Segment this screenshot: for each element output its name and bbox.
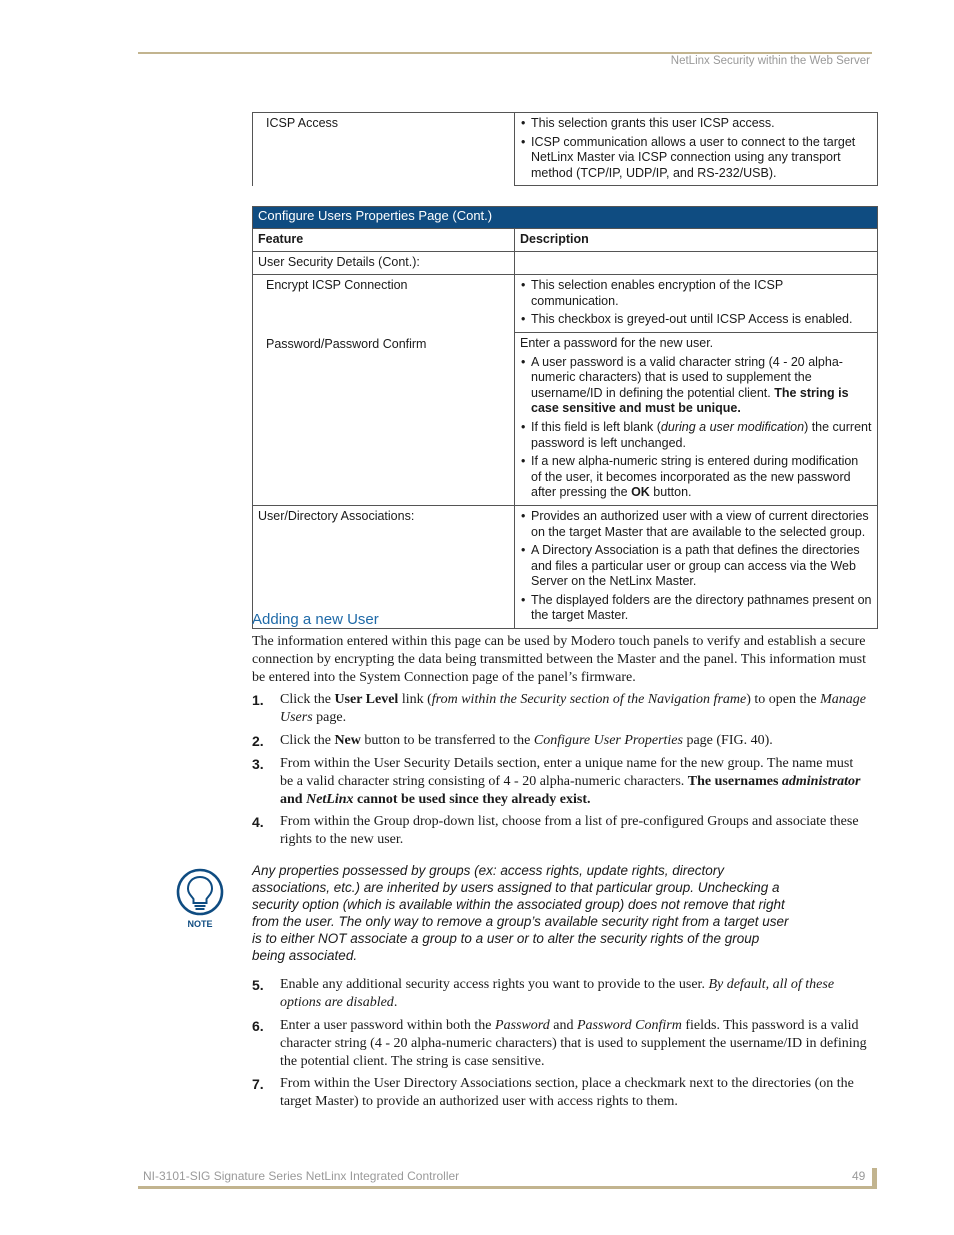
step-5: 5. Enable any additional security access rights you want to provide to the user. By default, all of these options are disabled.: [252, 977, 835, 1010]
icsp-access-table: [252, 112, 878, 186]
table-row: [253, 251, 878, 275]
note-icon-label: NOTE: [187, 919, 213, 929]
description-cell: [515, 113, 878, 186]
list-item: • The displayed folders are the directory pathnames present on the target Master.: [520, 593, 872, 624]
note-text: Any properties possessed by groups (ex: access rights, update rights, directory associations, etc.) are inherited by users assigned to that particular group. Unchecking a security option (which is available within the associated group) does not remove that right from the user. The only way to remove a group’s available security right from a target user is to either NOT associate a group to a user or to alter the security rights of the group being associated.: [252, 863, 789, 963]
step-3: 3. From within the User Security Details section, enter a unique name for the new group. The name must be a valid character string consisting of 4 - 20 alpha-numeric characters. The usernames administrator and NetLinx cannot be used since they already exist.: [252, 756, 861, 807]
footer-tab: [872, 1168, 877, 1189]
running-header-title: NetLinx Security within the Web Server: [670, 55, 870, 67]
list-item: • This selection enables encryption of the ICSP communication.: [520, 278, 872, 309]
description-cell: [515, 332, 878, 505]
footer-title: NI-3101-SIG Signature Series NetLinx Integrated Controller: [143, 1169, 460, 1183]
feature-cell: User/Directory Associations:: [253, 505, 515, 628]
list-item: • This checkbox is greyed-out until ICSP Access is enabled.: [520, 312, 872, 328]
list-item: • Provides an authorized user with a view of current directories on the target Master that are available to the selected group.: [520, 509, 872, 540]
cell-intro: Enter a password for the new user.: [520, 335, 714, 350]
table-row: [253, 113, 878, 186]
step-7: 7. From within the User Directory Associations section, place a checkmark next to the directories (on the target Master) to provide an authorized user with access rights to them.: [252, 1076, 854, 1109]
column-header-description: Description: [515, 229, 878, 252]
table-row: [253, 275, 878, 333]
table-title: Configure Users Properties Page (Cont.): [253, 207, 878, 229]
step-2: 2. Click the New button to be transferred to the Configure User Properties page (FIG. 40).: [252, 733, 773, 749]
section-label-cell: User Security Details (Cont.):: [253, 251, 515, 275]
list-item: • If this field is left blank (during a user modification) the current password is left unchanged.: [520, 420, 872, 451]
list-item: • This selection grants this user ICSP access.: [520, 116, 872, 132]
feature-cell: ICSP Access: [253, 113, 515, 186]
step-4: 4. From within the Group drop-down list, choose from a list of pre-configured Groups and associate these rights to the new user.: [252, 814, 859, 847]
footer-rule: [138, 1186, 872, 1189]
step-1: 1. Click the User Level link (from within the Security section of the Navigation frame) to open the Manage Users page.: [252, 692, 866, 725]
header-rule: [138, 52, 872, 54]
table-row: [253, 332, 878, 505]
list-item: • If a new alpha-numeric string is entered during modification of the user, it becomes incorporated as the new password after pressing the OK button.: [520, 454, 872, 501]
section-heading: Adding a new User: [252, 611, 379, 628]
configure-users-properties-table: [252, 206, 878, 629]
feature-cell: Encrypt ICSP Connection: [253, 275, 515, 333]
empty-cell: [515, 251, 878, 275]
feature-cell: Password/Password Confirm: [253, 332, 515, 505]
page-number: 49: [852, 1169, 866, 1183]
section-intro: The information entered within this page can be used by Modero touch panels to verify and establish a secure connection by encrypting the data being transmitted between the Master and the panel. This information must be entered into the System Connection page of the panel’s firmware.: [252, 634, 867, 685]
list-item: • A Directory Association is a path that defines the directories and files a particular user or group can access via the Web Server on the NetLinx Master.: [520, 543, 872, 590]
list-item: • A user password is a valid character string (4 - 20 alpha-numeric characters) that is used to supplement the username/ID in defining the potential client. The string is case sensitive and must be unique.: [520, 355, 872, 417]
note-lightbulb-icon: [176, 868, 226, 932]
description-cell: [515, 505, 878, 628]
column-header-feature: Feature: [253, 229, 515, 252]
description-cell: [515, 275, 878, 333]
step-6: 6. Enter a user password within both the Password and Password Confirm fields. This password is a valid character string (4 - 20 alpha-numeric characters) that is used to supplement the username/ID in defining the potential client. The string is case sensitive.: [252, 1018, 867, 1069]
list-item: • ICSP communication allows a user to connect to the target NetLinx Master via ICSP connection using any transport method (TCP/IP, UDP/IP, and RS-232/USB).: [520, 135, 872, 182]
